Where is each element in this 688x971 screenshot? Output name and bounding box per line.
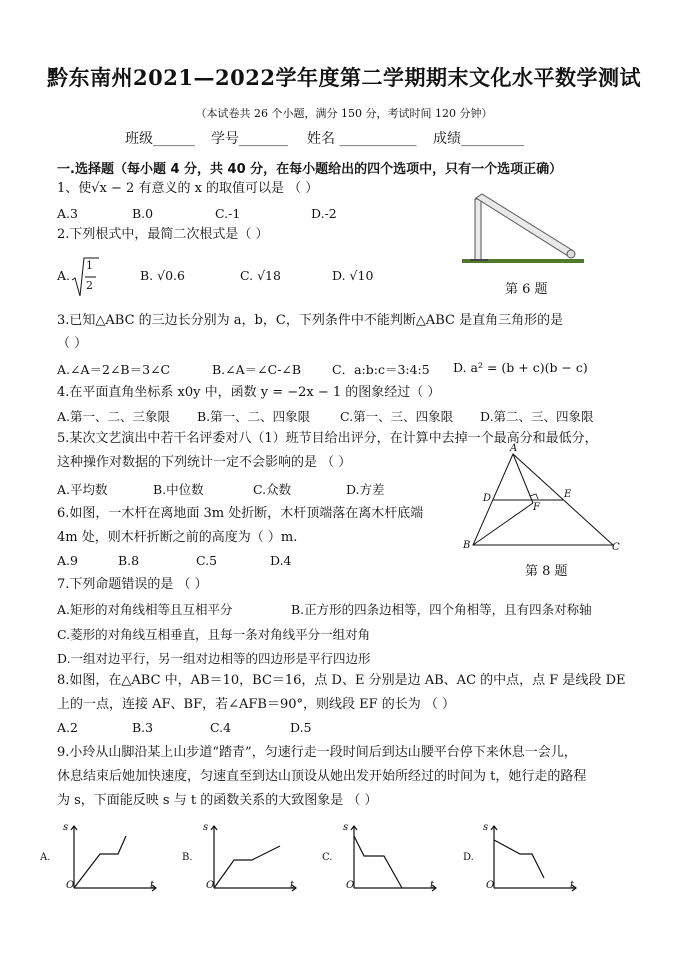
q9-c-t-label: t xyxy=(430,880,435,891)
q2-option-c: C. √18 xyxy=(240,268,281,283)
q9-b-t-label: t xyxy=(290,880,295,891)
q9-graph-a xyxy=(60,822,160,896)
q7-option-a: A.矩形的对角线相等且互相平分 xyxy=(57,602,233,617)
student-id-field: 学号_______ xyxy=(211,131,288,147)
question-3: 3.已知△ABC 的三边长分别为 a，b，C，下列条件中不能判断△ABC 是直角三角形的是 xyxy=(57,313,564,328)
q3-option-c: C．a:b:c＝3:4:5 xyxy=(332,362,430,377)
q9-c-s-label: s xyxy=(343,822,349,833)
figure-6-caption: 第 6 题 xyxy=(505,282,548,297)
question-2: 2.下列根式中，最简二次根式是（ ） xyxy=(57,227,269,242)
q5-option-c: C.众数 xyxy=(253,482,292,497)
q3-option-b: B.∠A＝∠C-∠B xyxy=(212,362,302,377)
q4-option-a: A.第一、二、三象限 xyxy=(57,409,171,424)
question-9-line2: 休息结束后她加快速度，匀速直至到达山顶设从她出发开始所经过的时间为 t，她行走的路程 xyxy=(57,769,587,784)
q6-option-c: C.5 xyxy=(196,553,218,568)
q3-option-a: A.∠A＝2∠B＝3∠C xyxy=(57,362,171,377)
q9-option-a: A. xyxy=(40,852,51,863)
q9-b-origin-label: O xyxy=(206,880,215,891)
q1-option-c: C.-1 xyxy=(215,206,241,221)
q2-option-b: B. √0.6 xyxy=(140,268,185,283)
question-1: 1、使√x − 2 有意义的 x 的取值可以是 （ ） xyxy=(57,181,319,196)
q9-c-origin-label: O xyxy=(346,880,355,891)
q5-option-d: D.方差 xyxy=(346,482,385,497)
q5-option-a: A.平均数 xyxy=(57,482,108,497)
fig8-label-c: C xyxy=(612,542,620,553)
name-field: 姓名 ___________ xyxy=(307,131,417,147)
q7-option-c: C.菱形的对角线互相垂直，且每一条对角线平分一组对角 xyxy=(57,627,371,642)
q9-a-s-label: s xyxy=(63,822,69,833)
q6-option-b: B.8 xyxy=(118,553,140,568)
question-8-line2: 上的一点，连接 AF、BF，若∠AFB＝90°，则线段 EF 的长为 （ ） xyxy=(57,697,456,712)
q8-option-a: A.2 xyxy=(57,720,78,735)
q2-option-a: A. xyxy=(57,268,71,283)
question-5: 5.某次文艺演出中若干名评委对八（1）班节目给出评分，在计算中去掉一个最高分和最低分， xyxy=(57,431,598,446)
question-4: 4.在平面直角坐标系 x0y 中，函数 y = −2x − 1 的图象经过（ ） xyxy=(57,385,441,400)
section-heading: 一.选择题（每小题 4 分，共 40 分，在每小题给出的四个选项中，只有一个选项正确） xyxy=(57,162,563,177)
q7-option-b: B.正方形的四条边相等，四个角相等，且有四条对称轴 xyxy=(291,602,592,617)
q2-option-d: D. √10 xyxy=(332,268,374,283)
q3-option-d: D. a² = (b + c)(b − c) xyxy=(453,360,588,375)
question-8: 8.如图，在△ABC 中，AB＝10，BC＝16，点 D、E 分别是边 AB、AC 的中点，点 F 是线段 DE xyxy=(57,673,626,688)
q4-option-b: B.第一、二、四象限 xyxy=(197,409,311,424)
q9-graph-d xyxy=(480,822,580,896)
question-5-line2: 这种操作对数据的下列统计一定不会影响的是 （ ） xyxy=(57,455,352,470)
q1-option-a: A.3 xyxy=(57,206,78,221)
q6-option-a: A.9 xyxy=(57,553,78,568)
q9-d-origin-label: O xyxy=(486,880,495,891)
fig8-label-d: D xyxy=(483,493,492,504)
fig8-label-f: F xyxy=(533,502,540,513)
q9-graph-c xyxy=(340,822,440,896)
q9-a-t-label: t xyxy=(150,880,155,891)
fig8-label-e: E xyxy=(564,489,572,500)
q9-d-t-label: t xyxy=(570,880,575,891)
q6-option-d: D.4 xyxy=(270,553,292,568)
q9-option-c: C. xyxy=(322,852,333,863)
question-9: 9.小玲从山脚沿某上山步道“踏青”，匀速行走一段时间后到达山腰平台停下来休息一会儿， xyxy=(57,745,577,760)
fig8-label-b: B xyxy=(463,540,471,551)
exam-note: （本试卷共 26 个小题，满分 150 分，考试时间 120 分钟） xyxy=(195,107,493,120)
q2-fraction-numerator: 1 xyxy=(86,259,93,272)
q1-option-b: B.0 xyxy=(132,206,154,221)
question-6-line2: 4m 处，则木杆折断之前的高度为（ ）m. xyxy=(57,530,298,545)
q9-option-b: B. xyxy=(182,852,193,863)
question-3-blank: （ ） xyxy=(57,336,88,351)
question-9-line3: 为 s，下面能反映 s 与 t 的函数关系的大致图象是 （ ） xyxy=(57,793,378,808)
q5-option-b: B.中位数 xyxy=(153,482,204,497)
score-field: 成绩_________ xyxy=(433,131,524,147)
q8-option-b: B.3 xyxy=(132,720,154,735)
q9-b-s-label: s xyxy=(203,822,209,833)
q8-option-c: C.4 xyxy=(210,720,232,735)
fig8-label-a: A xyxy=(510,443,518,454)
q9-d-s-label: s xyxy=(483,822,489,833)
q4-option-d: D.第二、三、四象限 xyxy=(480,409,594,424)
q2-option-a-radical xyxy=(70,254,100,300)
q9-graph-b xyxy=(200,822,300,896)
q8-option-d: D.5 xyxy=(290,720,312,735)
q4-option-c: C.第一、三、四象限 xyxy=(340,409,454,424)
question-7: 7.下列命题错误的是 （ ） xyxy=(57,577,208,592)
class-field: 班级______ xyxy=(125,131,195,147)
q9-a-origin-label: O xyxy=(66,880,75,891)
q9-option-d: D. xyxy=(463,852,474,863)
figure-6-broken-pole xyxy=(458,182,588,266)
question-6: 6.如图，一木杆在离地面 3m 处折断，木杆顶端落在离木杆底端 xyxy=(57,506,424,521)
figure-8-caption: 第 8 题 xyxy=(525,564,568,579)
q1-option-d: D.-2 xyxy=(311,206,337,221)
page-title: 黔东南州2021—2022学年度第二学期期末文化水平数学测试 xyxy=(47,65,641,90)
q7-option-d: D.一组对边平行，另一组对边相等的四边形是平行四边形 xyxy=(57,651,371,666)
q2-fraction-denominator: 2 xyxy=(86,279,93,292)
